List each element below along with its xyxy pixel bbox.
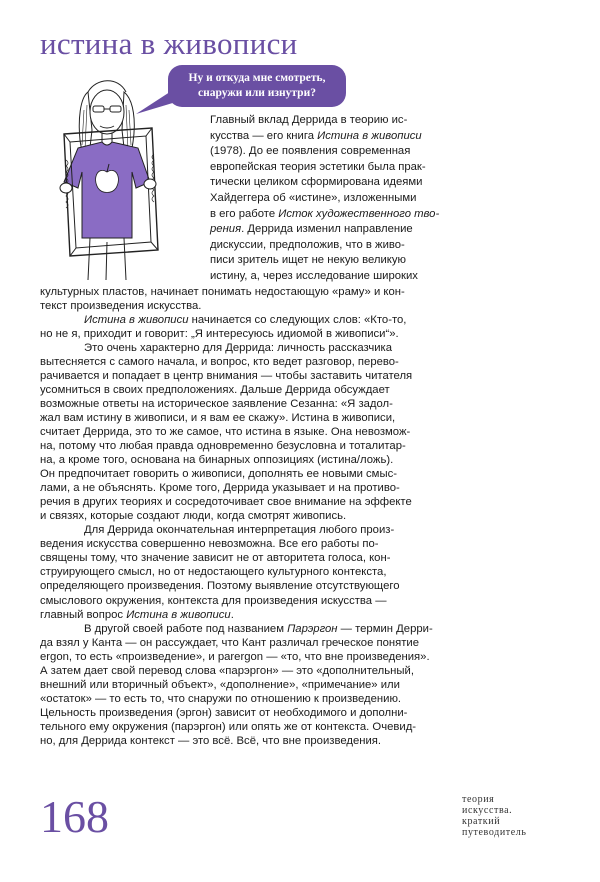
text-line: В другой своей работе под названием Парэргон — термин Дерри-	[84, 622, 433, 635]
text-line: возможные ответы на историческое заявление Сезанна: «Я задол-	[40, 397, 393, 410]
page-number: 168	[40, 791, 109, 842]
heidegger-work: Исток художественного тво-	[278, 207, 440, 220]
text-line: рачивается и попадает в центр внимания — чтобы заставить читателя	[40, 369, 413, 382]
text-line: ведения искусства совершенно невозможна. Все его работы по-	[40, 538, 379, 551]
text-line: лами, а не объяснять. Кроме того, Деррида указывает и на противо-	[40, 482, 400, 495]
text-line: струирующего смысл, но от недостающего культурного контекста,	[40, 566, 387, 579]
text-line: тельного ему окружения (парэргон) или опять же от контекста. Очевид-	[40, 720, 417, 733]
book-title: Истина в живописи	[317, 129, 422, 142]
text-line: культурных пластов, начинает понимать недостающую «раму» и кон-	[40, 285, 405, 298]
text-line: речия в других теориях и сосредоточивает свое внимание на эффекте	[40, 496, 412, 509]
text-line: и связях, которые создают люди, когда смотрят живопись.	[40, 510, 347, 523]
text-line: Цельность произведения (эргон) зависит от необходимого и дополни-	[40, 706, 408, 719]
text-line: рения. Деррида изменил направление	[210, 223, 413, 236]
speech-bubble	[168, 65, 346, 107]
page-title: истина в живописи	[40, 26, 298, 61]
text-line: Он предпочитает говорить о живописи, дополнять ее новыми смыс-	[40, 468, 397, 481]
text-line: считает Деррида, это то же самое, что истина в языке. Она невозмож-	[40, 425, 411, 438]
text-line: главный вопрос Истина в живописи.	[40, 608, 234, 621]
text-line: жал вам истину в живописи, и я вам ее скажу». Истина в живописи,	[40, 411, 396, 424]
text-line: но не я, приходит и говорит: „Я интересуюсь идиомой в живописи“».	[40, 327, 399, 340]
text-line: смыслового окружения, контекста для произведения искусства —	[40, 594, 387, 607]
text-line: священы тому, что значение зависит не от авторитета голоса, кон-	[40, 552, 391, 565]
running-footer-line: путеводитель	[462, 827, 527, 838]
text-line: да взял у Канта — он рассуждает, что Кант различал греческое понятие	[40, 636, 420, 649]
text-line: ergon, то есть «произведение», и parergon — «то, что вне произведения».	[40, 650, 430, 663]
text-line: определяющего произведения. Поэтому выявление отсутствующего	[40, 580, 400, 593]
text-line: в его работе Исток художественного тво-	[210, 207, 440, 220]
text-line: (1978). До ее появления современная	[210, 145, 411, 158]
book-title: Истина в живописи	[126, 608, 231, 621]
text-line: истину, а, через исследование широких	[210, 270, 418, 282]
text-line: вытесняется с самого начала, и вопрос, кто ведет разговор, перево-	[40, 355, 399, 368]
text-line: Главный вклад Деррида в теорию ис-	[210, 114, 408, 126]
speech-bubble-line: снаружи или изнутри?	[198, 87, 316, 99]
text-line: «остаток» — то есть то, что снаружи по отношению к произведению.	[40, 692, 402, 705]
text-line: Хайдеггера об «истине», изложенными	[210, 192, 417, 204]
speech-bubble-line: Ну и откуда мне смотреть,	[188, 72, 326, 84]
text-line: внешний или вторичный объект», «дополнение», «примечание» или	[40, 678, 400, 691]
text-line: Истина в живописи начинается со следующих слов: «Кто-то,	[84, 313, 407, 326]
text-line: Это очень характерно для Деррида: личность рассказчика	[84, 341, 393, 354]
parergon-title: Парэргон	[287, 622, 338, 635]
running-footer-line: краткий	[462, 816, 501, 827]
text-line: на, потому что любая правда одновременно безусловна и тоталитар-	[40, 440, 406, 453]
text-line: европейская теория эстетики была прак-	[210, 160, 426, 173]
text-line: текст произведения искусства.	[40, 299, 202, 312]
text-line: А затем дает свой перевод слова «парэргон» — это «дополнительный,	[40, 664, 414, 677]
text-line: дискуссии, предположив, что в живо-	[210, 238, 405, 251]
text-line: писи зритель ищет не некую великую	[210, 254, 406, 267]
text-line: на, а кроме того, основана на бинарных оппозициях (истина/ложь).	[40, 454, 394, 467]
text-line: Для Деррида окончательная интерпретация любого произ-	[84, 524, 395, 537]
running-footer	[462, 794, 527, 838]
text-line: но, для Деррида контекст — это всё. Всё, что вне произведения.	[40, 735, 382, 747]
text-line: тически целиком сформирована идеями	[210, 176, 423, 189]
text-line: усомниться в своих предположениях. Дальше Деррида обсуждает	[40, 383, 390, 396]
running-footer-line: теория	[462, 794, 495, 805]
text-line: кусства — его книга Истина в живописи	[210, 129, 422, 142]
running-footer-line: искусства.	[462, 805, 513, 816]
